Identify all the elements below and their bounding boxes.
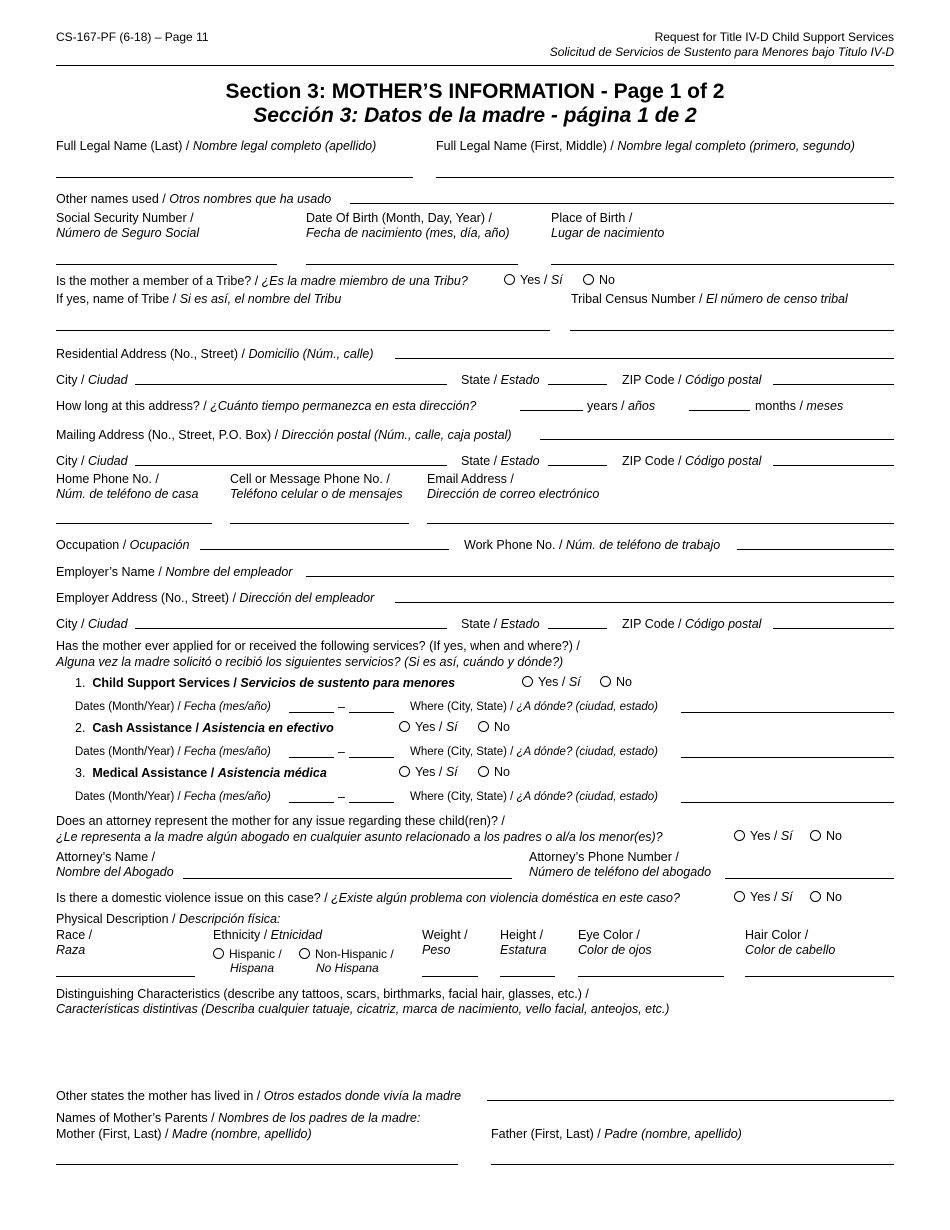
dv-no-radio[interactable] [810,891,821,902]
service-1-label: 1. Child Support Services / Servicios de sustento para menores [75,676,456,690]
home-phone-field[interactable] [56,523,212,524]
service-1-dash: – [338,700,345,714]
tribe-no-option[interactable]: No [583,273,615,288]
physical-heading: Physical Description / Descripción física: [56,912,281,926]
service-1-where-field[interactable] [681,712,894,713]
distinguishing-field[interactable] [56,1020,894,1082]
service-3-no-option[interactable]: No [478,765,510,780]
service-2-date-to[interactable] [349,757,394,758]
employer-name-label: Employer’s Name / Nombre del empleador [56,565,293,579]
how-long-label: How long at this address? / ¿Cuánto tiempo permanezca en esta dirección? [56,399,477,413]
service-3-yes-option[interactable]: Yes / Sí [399,765,458,780]
res-address-field[interactable] [395,358,894,359]
service-1-yes-radio[interactable] [522,676,533,687]
hair-color-field[interactable] [745,976,894,977]
tribe-name-field[interactable] [56,330,550,331]
tribal-census-label: Tribal Census Number / El número de censo tribal [571,292,848,306]
last-name-field[interactable] [56,177,413,178]
service-1-no-option[interactable]: No [600,675,632,690]
ethnicity-label: Ethnicity / Etnicidad [213,928,323,942]
eye-color-label: Eye Color / Color de ojos [578,928,652,957]
service-3-label: 3. Medical Assistance / Asistencia médica [75,766,327,780]
distinguishing-label-en: Distinguishing Characteristics (describe any tattoos, scars, birthmarks, facial hair, glasses, etc.) / [56,987,589,1001]
mail-address-field[interactable] [540,439,894,440]
home-phone-label: Home Phone No. / Núm. de teléfono de casa [56,472,199,501]
pob-label: Place of Birth / Lugar de nacimiento [551,211,665,240]
service-3-date-to[interactable] [349,802,394,803]
attorney-question-en: Does an attorney represent the mother for any issue regarding these child(ren)? / [56,814,505,828]
res-city-field[interactable] [135,384,447,385]
emp-state-label: State / Estado [461,617,540,631]
emp-city-field[interactable] [135,628,447,629]
dob-field[interactable] [306,264,518,265]
emp-zip-field[interactable] [773,628,894,629]
first-name-label: Full Legal Name (First, Middle) / Nombre legal completo (primero, segundo) [436,139,855,153]
service-3-where-field[interactable] [681,802,894,803]
mail-city-field[interactable] [135,465,447,466]
section-title-es: Sección 3: Datos de la madre - página 1 de 2 [253,104,697,127]
years-label: years / años [587,399,656,413]
hair-color-label: Hair Color / Color de cabello [745,928,836,957]
mail-city-label: City / Ciudad [56,454,128,468]
dv-question: Is there a domestic violence issue on this case? / ¿Existe algún problema con violencia doméstica en este caso? [56,891,680,905]
header-divider [56,65,894,66]
service-1-where-label: Where (City, State) / ¿A dónde? (ciudad, estado) [410,701,659,713]
ssn-label: Social Security Number / Número de Seguro Social [56,211,200,240]
other-names-label: Other names used / Otros nombres que ha usado [56,192,332,206]
service-3-dates-label: Dates (Month/Year) / Fecha (mes/año) [75,791,271,803]
last-name-label: Full Legal Name (Last) / Nombre legal completo (apellido) [56,139,377,153]
mother-name-field[interactable] [56,1164,458,1165]
res-zip-field[interactable] [773,384,894,385]
occupation-label: Occupation / Ocupación [56,538,190,552]
father-name-label: Father (First, Last) / Padre (nombre, apellido) [491,1127,742,1141]
service-2-where-label: Where (City, State) / ¿A dónde? (ciudad, estado) [410,746,659,758]
employer-address-label: Employer Address (No., Street) / Dirección del empleador [56,591,375,605]
service-2-yes-option[interactable]: Yes / Sí [399,720,458,735]
form-title-es: Solicitud de Servicios de Sustento para Menores bajo Titulo IV-D [549,45,894,59]
dob-label: Date Of Birth (Month, Day, Year) / Fecha de nacimiento (mes, día, año) [306,211,510,240]
ssn-field[interactable] [56,264,277,265]
cell-phone-label: Cell or Message Phone No. / Teléfono celular o de mensajes [230,472,403,501]
mail-address-label: Mailing Address (No., Street, P.O. Box) / Dirección postal (Núm., calle, caja postal) [56,428,512,442]
mother-name-label: Mother (First, Last) / Madre (nombre, apellido) [56,1127,312,1141]
race-label: Race / Raza [56,928,93,957]
tribe-yes-radio[interactable] [504,274,515,285]
service-3-date-from[interactable] [289,802,334,803]
service-3-where-label: Where (City, State) / ¿A dónde? (ciudad, estado) [410,791,659,803]
res-state-label: State / Estado [461,373,540,387]
service-3-yes-radio[interactable] [399,766,410,777]
hispanic-radio[interactable] [213,948,224,959]
email-label: Email Address / Dirección de correo electrónico [427,472,600,501]
attorney-name-field[interactable] [183,878,512,879]
emp-zip-label: ZIP Code / Código postal [622,617,762,631]
service-3-dash: – [338,790,345,804]
form-title-en: Request for Title IV-D Child Support Services [654,30,894,44]
distinguishing-label-es: Características distintivas (Describa cualquier tatuaje, cicatriz, marca de nacimiento, vello facial, anteojos, etc.) [56,1002,670,1016]
service-1-no-radio[interactable] [600,676,611,687]
pob-field[interactable] [551,264,894,265]
attorney-no-radio[interactable] [810,830,821,841]
service-1-yes-option[interactable]: Yes / Sí [522,675,581,690]
service-1-date-to[interactable] [349,712,394,713]
service-2-yes-radio[interactable] [399,721,410,732]
weight-field[interactable] [422,976,478,977]
service-2-no-radio[interactable] [478,721,489,732]
res-state-field[interactable] [548,384,607,385]
service-1-date-from[interactable] [289,712,334,713]
hispanic-option[interactable]: Hispanic / Hispana [213,947,282,975]
other-states-field[interactable] [487,1100,894,1101]
emp-state-field[interactable] [548,628,607,629]
section-title-en: Section 3: MOTHER’S INFORMATION - Page 1 of 2 [225,80,725,103]
services-question-en: Has the mother ever applied for or received the following services? (If yes, when and where?) / [56,639,580,653]
form-id: CS-167-PF (6-18) – Page 11 [56,30,209,44]
services-question-es: Alguna vez la madre solicitó o recibió los siguientes servicios? (Si es así, cuándo y dónde?) [56,655,564,669]
attorney-yes-option[interactable]: Yes / Sí [734,829,793,844]
work-phone-label: Work Phone No. / Núm. de teléfono de trabajo [464,538,721,552]
race-field[interactable] [56,976,195,977]
employer-address-field[interactable] [395,602,894,603]
parents-heading: Names of Mother’s Parents / Nombres de los padres de la madre: [56,1111,421,1125]
father-name-field[interactable] [491,1164,894,1165]
dv-yes-radio[interactable] [734,891,745,902]
attorney-phone-field[interactable] [725,878,894,879]
work-phone-field[interactable] [737,549,894,550]
dv-yes-option[interactable]: Yes / Sí [734,890,793,905]
service-2-label: 2. Cash Assistance / Asistencia en efectivo [75,721,334,735]
service-3-no-radio[interactable] [478,766,489,777]
service-2-dates-label: Dates (Month/Year) / Fecha (mes/año) [75,746,271,758]
height-label: Height / Estatura [500,928,547,957]
attorney-question-es: ¿Le representa a la madre algún abogado en cualquier asunto relacionado a los padres o al/a los menor(es)? [56,830,663,844]
service-2-date-from[interactable] [289,757,334,758]
dv-no-option[interactable]: No [810,890,842,905]
service-2-dash: – [338,745,345,759]
res-city-label: City / Ciudad [56,373,128,387]
employer-name-field[interactable] [306,576,894,577]
attorney-no-option[interactable]: No [810,829,842,844]
mail-state-label: State / Estado [461,454,540,468]
other-states-label: Other states the mother has lived in / Otros estados donde vivía la madre [56,1089,462,1103]
nonhispanic-option[interactable]: Non-Hispanic / No Hispana [299,947,394,975]
mail-state-field[interactable] [548,465,607,466]
service-1-dates-label: Dates (Month/Year) / Fecha (mes/año) [75,701,271,713]
tribe-name-label: If yes, name of Tribe / Si es así, el nombre del Tribu [56,292,342,306]
tribe-question: Is the mother a member of a Tribe? / ¿Es la madre miembro de una Tribu? [56,274,468,288]
emp-city-label: City / Ciudad [56,617,128,631]
months-label: months / meses [755,399,844,413]
nonhispanic-radio[interactable] [299,948,310,959]
tribe-yes-option[interactable]: Yes / Sí [504,273,563,288]
attorney-phone-label: Attorney’s Phone Number / Número de teléfono del abogado [529,850,712,879]
years-field[interactable] [520,410,583,411]
attorney-yes-radio[interactable] [734,830,745,841]
email-field[interactable] [427,523,894,524]
first-name-field[interactable] [436,177,894,178]
tribe-no-radio[interactable] [583,274,594,285]
months-field[interactable] [689,410,750,411]
attorney-name-label: Attorney’s Name / Nombre del Abogado [56,850,174,879]
mail-zip-label: ZIP Code / Código postal [622,454,762,468]
eye-color-field[interactable] [578,976,724,977]
height-field[interactable] [500,976,555,977]
service-2-no-option[interactable]: No [478,720,510,735]
tribal-census-field[interactable] [570,330,894,331]
weight-label: Weight / Peso [422,928,468,957]
occupation-field[interactable] [200,549,449,550]
service-2-where-field[interactable] [681,757,894,758]
other-names-field[interactable] [350,203,894,204]
mail-zip-field[interactable] [773,465,894,466]
res-zip-label: ZIP Code / Código postal [622,373,762,387]
cell-phone-field[interactable] [230,523,409,524]
res-address-label: Residential Address (No., Street) / Domicilio (Núm., calle) [56,347,374,361]
